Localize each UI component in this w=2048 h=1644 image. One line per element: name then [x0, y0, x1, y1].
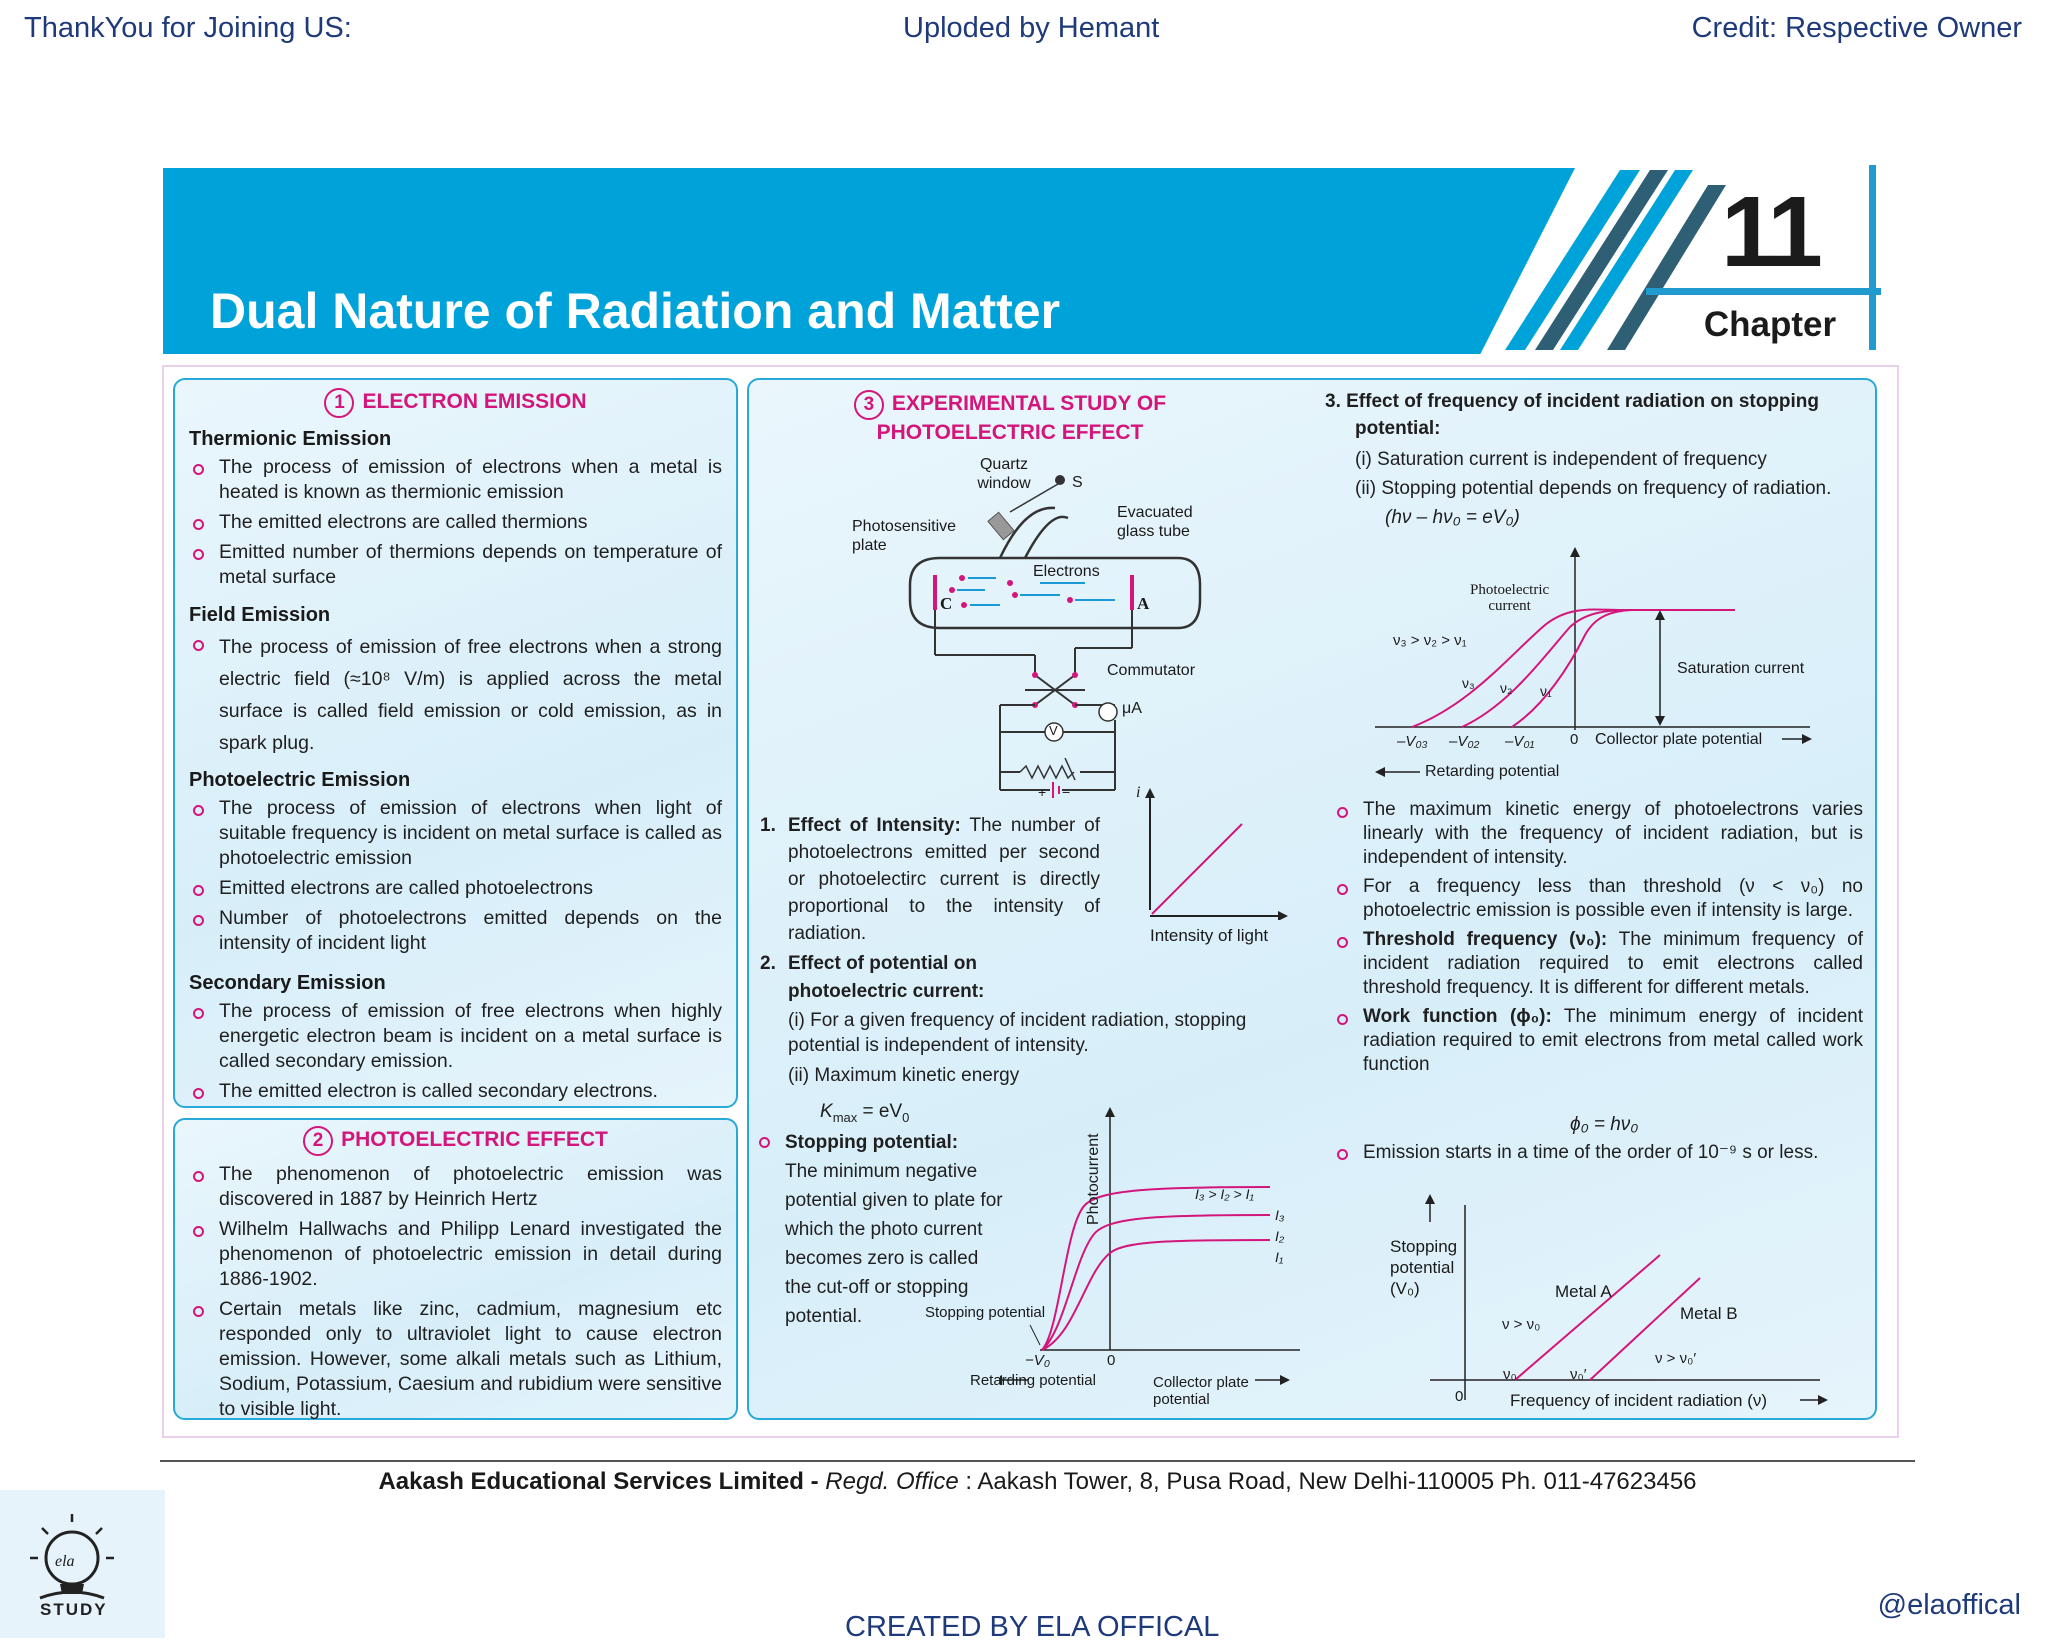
list-item: The phenomenon of photoelectric emission was discovered in 1887 by Heinrich Hertz [189, 1162, 722, 1212]
list-item: Emitted number of thermions depends on temperature of metal surface [189, 540, 722, 590]
curve-label-i2: I₂ [1275, 1228, 1285, 1244]
collector-potential-label: Collector plate potential [1153, 1374, 1249, 1408]
frequency-xlabel: Frequency of incident radiation (ν) [1510, 1391, 1768, 1410]
frequency-effect-heading: 3. Effect of frequency of incident radiation on stopping potential: [1325, 391, 1820, 439]
work-function-formula: ϕ₀ = hν₀ [1570, 1114, 1639, 1135]
secondary-heading: Secondary Emission [189, 972, 386, 994]
collector-plate-potential-label: Collector plate potential [1595, 731, 1763, 748]
list-item: The emitted electrons are called thermions [189, 510, 722, 535]
photoelectric-current-ylabel: Photoelectric current [1470, 582, 1550, 614]
stopping-potential-label: Stopping potential [925, 1304, 1046, 1321]
microammeter-label: μA [1122, 700, 1142, 717]
section-2-number: 2 [303, 1126, 333, 1156]
footer-divider [160, 1460, 1915, 1462]
photo-list [189, 796, 722, 956]
battery-minus-label: − [1062, 784, 1071, 800]
photo-heading: Photoelectric Emission [189, 769, 411, 791]
field-list [189, 631, 722, 759]
anode-label: A [1137, 594, 1150, 613]
footer-address: Aakash Educational Services Limited - Regd. Office : Aakash Tower, 8, Pusa Road, New Delhi-110005 Ph. 011-47623456 [378, 1468, 1697, 1495]
frequency-facts-list [1333, 798, 1863, 1082]
panel-photoelectric-effect [173, 1118, 738, 1420]
nu0-prime-label: ν₀′ [1570, 1366, 1587, 1383]
photoelectric-list [189, 1162, 722, 1422]
nu-relation: ν₃ > ν₂ > ν₁ [1393, 632, 1467, 649]
stopping-potential-frequency-graph [1400, 1190, 1840, 1415]
curve-label-i1: I₁ [1275, 1249, 1284, 1265]
retarding-potential-label: Retarding potential [970, 1372, 1096, 1389]
current-relation: I₃ > I₂ > I₁ [1195, 1186, 1254, 1202]
list-item: Wilhelm Hallwachs and Philipp Lenard investigated the phenomenon of photoelectric emission in detail during 1886-1902. [189, 1217, 722, 1292]
photocurrent-ylabel: Photocurrent [1085, 1133, 1102, 1225]
glass-tube-label: Evacuated glass tube [1117, 504, 1193, 540]
stopping-potential-ylabel: Stopping potential (V₀) [1390, 1237, 1458, 1298]
curve-label-nu1: ν₁ [1540, 683, 1552, 699]
list-item: Certain metals like zinc, cadmium, magnesium etc responded only to ultraviolet light to cause electron emission. However, some alkali metals such as Lithium, Sodium, Potassium, Caesium and rubidium were sensitive to visible light. [189, 1297, 722, 1422]
section-3-heading: 3 EXPERIMENTAL STUDY OF PHOTOELECTRIC EFFECT [800, 390, 1220, 446]
thermionic-heading: Thermionic Emission [189, 428, 392, 450]
handle-text: @elaoffical [1877, 1589, 2021, 1621]
chapter-number: 11 [1721, 176, 1819, 288]
logo-study-text: STUDY [40, 1600, 108, 1619]
list-item: Work function (ϕ₀): The minimum energy of incident radiation required to emit electrons from metal called work function [1333, 1005, 1863, 1077]
list-item: The maximum kinetic energy of photoelectrons varies linearly with the frequency of incident radiation, but is independent of intensity. [1333, 798, 1863, 870]
top-left-text: ThankYou for Joining US: [24, 12, 352, 44]
chapter-title: Dual Nature of Radiation and Matter [210, 283, 1061, 339]
logo-inner-text: ela [55, 1553, 75, 1570]
metal-origin-label: 0 [1455, 1388, 1464, 1405]
effect-of-intensity: 1. Effect of Intensity: The number of photoelectrons emitted per second or photoelectirc current is directly proportional to the intensity of radiation. [760, 815, 1101, 944]
list-item: Emitted electrons are called photoelectrons [189, 876, 722, 901]
battery-plus-label: + [1038, 784, 1047, 800]
list-item: The process of emission of electrons when light of suitable frequency is incident on metal surface is called as photoelectric emission [189, 796, 722, 871]
nu-gt-nu0-prime-label: ν > ν₀′ [1655, 1350, 1697, 1367]
electrons-label: Electrons [1033, 563, 1100, 580]
section-2-heading: 2 PHOTOELECTRIC EFFECT [189, 1126, 722, 1156]
cathode-label: C [940, 594, 953, 613]
list-item: The process of emission of electrons when a metal is heated is known as thermionic emission [189, 455, 722, 505]
intensity-graph-xlabel: Intensity of light [1150, 926, 1269, 945]
current-origin-label: 0 [1107, 1352, 1116, 1369]
frequency-formula: (hν – hν₀ = eV₀) [1385, 507, 1520, 528]
voltmeter-label: V [1049, 723, 1058, 738]
commutator-label: Commutator [1107, 662, 1196, 679]
effect-of-potential: 2. Effect of potential on photoelectric current: (i) For a given frequency of incident radiation, stopping potential is independent of intensity. (ii) Maximum kinetic energy $K_{max} = eV_0$ [760, 953, 1247, 1125]
secondary-list [189, 999, 722, 1104]
section-3-number: 3 [854, 390, 884, 420]
intensity-graph [1130, 780, 1290, 920]
top-center-text: Uploded by Hemant [903, 12, 1160, 44]
quartz-window-label: Quartz window [977, 456, 1031, 492]
frequency-effect-section [1325, 388, 1875, 531]
source-label: S [1072, 474, 1083, 491]
panel-electron-emission [173, 378, 738, 1108]
list-item: Threshold frequency (ν₀): The minimum frequency of incident radiation required to emit electrons called threshold frequency. It is different for different metals. [1333, 928, 1863, 1000]
nu0-label: ν₀ [1503, 1366, 1517, 1383]
list-item: The process of emission of free electrons when highly energetic electron beam is incident on a metal surface is called secondary emission. [189, 999, 722, 1074]
list-item: For a frequency less than threshold (ν < ν₀) no photoelectric emission is possible even if intensity is large. [1333, 875, 1863, 923]
field-heading: Field Emission [189, 604, 331, 626]
saturation-current-label: Saturation current [1677, 660, 1805, 677]
metal-a-label: Metal A [1555, 1282, 1612, 1301]
v01-label: –V₀₁ [1505, 733, 1535, 750]
emission-time-list [1333, 1140, 1863, 1170]
frequency-point-i: (i) Saturation current is independent of frequency [1355, 449, 1767, 470]
section-1-heading: 1 ELECTRON EMISSION [189, 388, 722, 418]
photosensitive-plate-label: Photosensitive plate [852, 518, 957, 554]
nu-gt-nu0-label: ν > ν₀ [1502, 1316, 1541, 1333]
list-item: The process of emission of free electrons when a strong electric field (≈10⁸ V/m) is applied across the metal surface is called field emission or cold emission, as in spark plug. [189, 631, 722, 759]
curve-label-nu3: ν₃ [1462, 675, 1475, 691]
chapter-label: Chapter [1703, 305, 1837, 344]
list-item: The emitted electron is called secondary electrons. [189, 1079, 722, 1104]
curve-label-i3: I₃ [1275, 1207, 1285, 1223]
intensity-graph-ylabel: i [1136, 784, 1141, 801]
created-by-text: CREATED BY ELA OFFICAL [845, 1611, 1220, 1643]
list-item: Emission starts in a time of the order of 10⁻⁹ s or less. [1333, 1140, 1863, 1165]
thermionic-list [189, 455, 722, 590]
list-item: Number of photoelectrons emitted depends on the intensity of incident light [189, 906, 722, 956]
freq-retarding-label: Retarding potential [1425, 763, 1560, 780]
list-item: Stopping potential: The minimum negative potential given to plate for which the photo current becomes zero is called the cut-off or stopping potential. [755, 1128, 1005, 1331]
frequency-point-ii: (ii) Stopping potential depends on frequency of radiation. [1355, 478, 1832, 499]
v03-label: –V₀₃ [1397, 733, 1428, 750]
neg-v0-label: −V₀ [1025, 1352, 1051, 1369]
curve-label-nu2: ν₂ [1500, 680, 1513, 696]
freq-origin-label: 0 [1570, 731, 1579, 748]
metal-b-label: Metal B [1680, 1304, 1738, 1323]
section-1-number: 1 [324, 388, 354, 418]
v02-label: –V₀₂ [1449, 733, 1480, 750]
top-right-text: Credit: Respective Owner [1691, 12, 2022, 44]
